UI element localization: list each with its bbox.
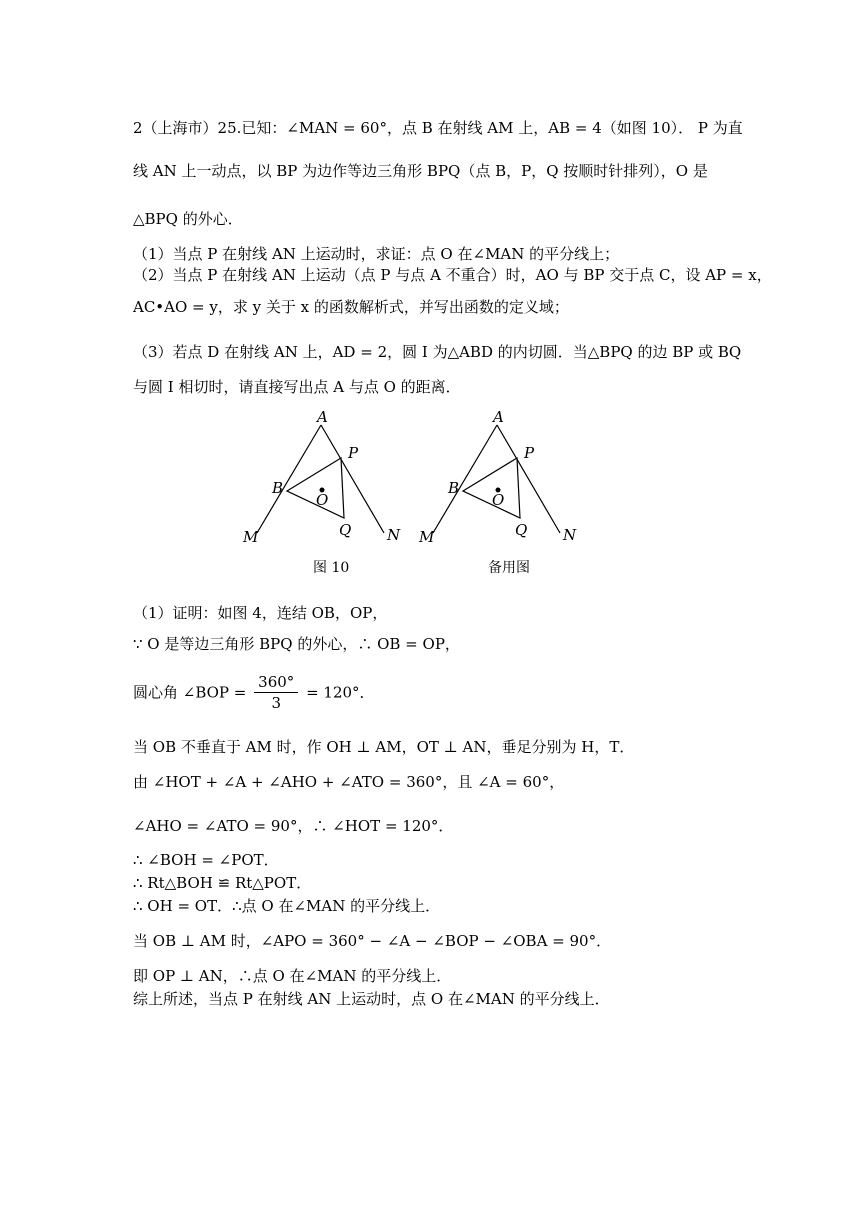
problem-line-3: △BPQ 的外心． (133, 210, 243, 228)
solution-line-4: 当 OB 不垂直于 AM 时，作 OH ⊥ AM，OT ⊥ AN，垂足分别为 H，T． (133, 738, 635, 756)
label-m: M (243, 528, 259, 546)
figure-10-caption: 图 10 (313, 560, 350, 576)
ray-am (433, 425, 497, 533)
figure-backup (406, 405, 596, 550)
label-n: N (563, 526, 577, 544)
solution-line-1: （1）证明：如图 4，连结 OB，OP， (133, 604, 388, 622)
label-b: B (272, 479, 284, 497)
solution-line-3-prefix: 圆心角 ∠BOP = (133, 683, 247, 702)
solution-line-11: 即 OP ⊥ AN，∴点 O 在∠MAN 的平分线上． (133, 967, 452, 985)
problem-line-1: 2（上海市）25.已知：∠MAN = 60°，点 B 在射线 AM 上，AB = 4（如图 10）． P 为直 (133, 119, 743, 137)
ray-am (257, 425, 321, 533)
solution-line-8: ∴ Rt△BOH ≌ Rt△POT． (133, 874, 312, 892)
fraction (254, 672, 298, 713)
problem-line-2: 线 AN 上一动点，以 BP 为边作等边三角形 BPQ（点 B，P，Q 按顺时针排列），O 是 (133, 162, 708, 180)
solution-line-3 (133, 672, 375, 713)
fraction-denominator: 3 (271, 694, 281, 712)
label-n: N (387, 526, 401, 544)
solution-line-5: 由 ∠HOT + ∠A + ∠AHO + ∠ATO = 360°，且 ∠A = 60°， (133, 773, 565, 791)
question-3-line-2: 与圆 I 相切时，请直接写出点 A 与点 O 的距离． (133, 378, 461, 396)
figure-10 (230, 405, 420, 550)
solution-line-7: ∴ ∠BOH = ∠POT． (133, 851, 279, 869)
solution-line-2: ∵ O 是等边三角形 BPQ 的外心，∴ OB = OP， (133, 635, 460, 653)
ray-an (497, 425, 560, 533)
solution-line-6: ∠AHO = ∠ATO = 90°，∴ ∠HOT = 120°． (133, 817, 454, 835)
label-o: O (492, 491, 505, 509)
question-2-line-2: AC•AO = y，求 y 关于 x 的函数解析式，并写出函数的定义域； (133, 298, 569, 316)
label-b: B (448, 479, 460, 497)
label-a: A (317, 408, 328, 426)
label-p: P (348, 444, 359, 462)
label-q: Q (515, 521, 528, 539)
label-q: Q (339, 521, 352, 539)
label-a: A (493, 408, 504, 426)
question-2-line-1: （2）当点 P 在射线 AN 上运动（点 P 与点 A 不重合）时，AO 与 BP 交于点 C，设 AP = x， (133, 266, 772, 284)
ray-an (321, 425, 384, 533)
label-p: P (524, 444, 535, 462)
solution-line-12: 综上所述，当点 P 在射线 AN 上运动时，点 O 在∠MAN 的平分线上． (133, 990, 610, 1008)
solution-line-9: ∴ OH = OT．∴点 O 在∠MAN 的平分线上． (133, 897, 441, 915)
solution-line-10: 当 OB ⊥ AM 时，∠APO = 360° − ∠A − ∠BOP − ∠OBA = 90°． (133, 932, 612, 950)
solution-line-3-suffix: = 120°． (306, 683, 375, 702)
label-m: M (419, 528, 435, 546)
figure-backup-caption: 备用图 (488, 560, 530, 576)
label-o: O (316, 491, 329, 509)
question-3-line-1: （3）若点 D 在射线 AN 上，AD = 2，圆 I 为△ABD 的内切圆．当△BPQ 的边 BP 或 BQ (133, 343, 742, 361)
fraction-numerator: 360° (254, 672, 298, 693)
question-1: （1）当点 P 在射线 AN 上运动时，求证：点 O 在∠MAN 的平分线上； (133, 245, 620, 263)
